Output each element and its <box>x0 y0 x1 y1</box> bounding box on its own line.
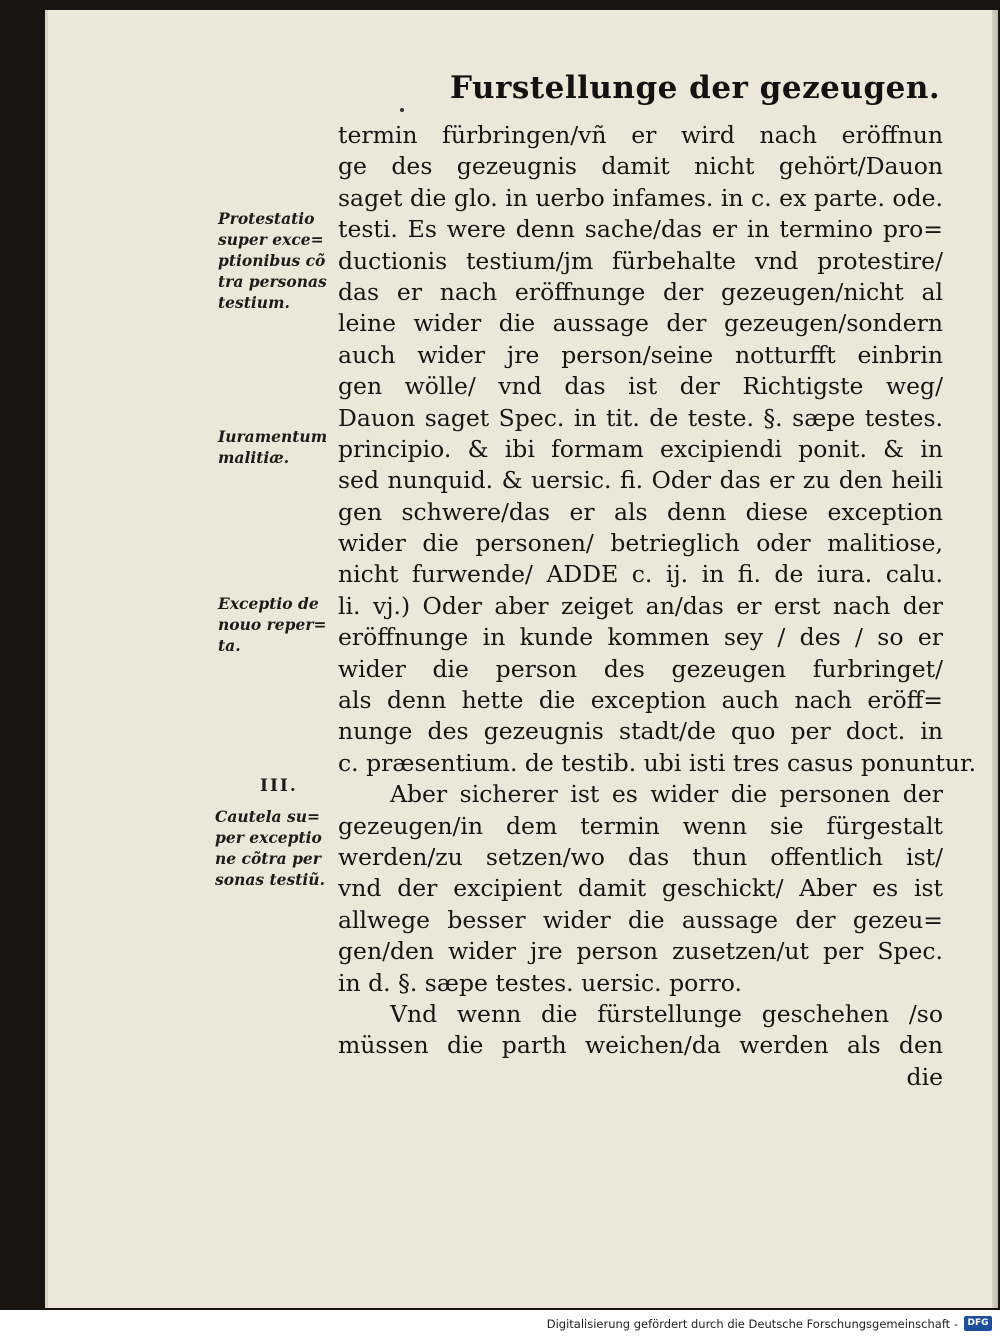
text-line: gezeugen/in dem termin wenn sie fürgestalt <box>338 811 943 840</box>
text-line: nicht furwende/ ADDE c. ij. in fi. de iura. calu. <box>338 560 943 589</box>
main-text-block <box>338 120 977 1093</box>
text-line: gen schwere/das er als denn diese exception <box>338 497 943 526</box>
text-line: wider die personen/ betrieglich oder malitiose, <box>338 529 943 558</box>
page-edge <box>992 10 998 1308</box>
text-line: gen/den wider jre person zusetzen/ut per Spec. <box>338 937 943 966</box>
margin-line: Exceptio de <box>218 594 319 613</box>
text-line: saget die glo. in uerbo infames. in c. ex parte. ode. <box>338 183 943 212</box>
text-line: leine wider die aussage der gezeugen/sondern <box>338 309 943 338</box>
margin-note-iuramentum <box>218 426 327 468</box>
text-line: gen wölle/ vnd das ist der Richtigste weg/ <box>338 372 943 401</box>
margin-line: tra personas <box>218 272 327 291</box>
text-line: müssen die parth weichen/da werden als den <box>338 1031 943 1060</box>
margin-line: sonas testiũ. <box>215 870 325 889</box>
margin-line: nouo reper= <box>218 615 327 634</box>
catchword: die <box>906 1062 943 1091</box>
running-title: Furstellunge der gezeugen. <box>450 70 941 106</box>
margin-line: Cautela su= <box>215 807 320 826</box>
text-line: li. vj.) Oder aber zeiget an/das er erst nach der <box>338 591 943 620</box>
text-line: c. præsentium. de testib. ubi isti tres casus ponuntur. <box>338 748 977 777</box>
margin-line: ta. <box>218 636 241 655</box>
text-line: allwege besser wider die aussage der gezeu= <box>338 905 943 934</box>
text-line: wider die person des gezeugen furbringet/ <box>338 654 943 683</box>
text-line: principio. & ibi formam excipiendi ponit. & in <box>338 434 943 463</box>
text-line: vnd der excipient damit geschickt/ Aber es ist <box>338 874 943 903</box>
margin-line: per exceptio <box>215 828 322 847</box>
text-line: auch wider jre person/seine notturfft einbrin <box>338 340 943 369</box>
margin-line: super exce= <box>218 230 324 249</box>
text-line: testi. Es were denn sache/das er in termino pro= <box>338 215 943 244</box>
text-line: das er nach eröffnunge der gezeugen/nicht al <box>338 277 943 306</box>
text-line: termin fürbringen/vñ er wird nach eröffnun <box>338 121 943 149</box>
footer-bar <box>0 1310 1000 1338</box>
text-line: werden/zu setzen/wo das thun offentlich ist/ <box>338 842 943 871</box>
text-line: Vnd wenn die fürstellunge geschehen /so <box>390 999 943 1028</box>
margin-line: ne cõtra per <box>215 849 321 868</box>
margin-note-exceptio <box>218 593 327 656</box>
text-line: nunge des gezeugnis stadt/de quo per doct. in <box>338 717 943 746</box>
margin-line: ptionibus cõ <box>218 251 326 270</box>
text-line: Dauon saget Spec. in tit. de teste. §. sæpe testes. <box>338 403 943 432</box>
text-line: Aber sicherer ist es wider die personen der <box>390 780 943 809</box>
dfg-logo: DFG <box>964 1316 992 1331</box>
text-line: ge des gezeugnis damit nicht gehört/Dauon <box>338 152 943 181</box>
ink-dot <box>400 108 404 112</box>
text-line: ductionis testium/jm fürbehalte vnd protestire/ <box>338 246 943 275</box>
text-line: sed nunquid. & uersic. fi. Oder das er zu den heili <box>338 466 943 495</box>
footer-credit: Digitalisierung gefördert durch die Deutsche Forschungsgemeinschaft - <box>546 1317 958 1331</box>
section-number: III. <box>260 776 298 796</box>
margin-line: malitiæ. <box>218 448 290 467</box>
margin-line: testium. <box>218 293 290 312</box>
margin-note-protestatio <box>218 208 327 313</box>
text-line: als denn hette die exception auch nach eröff= <box>338 686 943 715</box>
margin-line: Iuramentum <box>218 427 328 446</box>
text-line: in d. §. sæpe testes. uersic. porro. <box>338 968 742 997</box>
margin-line: Protestatio <box>218 209 315 228</box>
margin-note-cautela <box>215 806 325 890</box>
text-line: eröffnunge in kunde kommen sey / des / so er <box>338 623 943 652</box>
